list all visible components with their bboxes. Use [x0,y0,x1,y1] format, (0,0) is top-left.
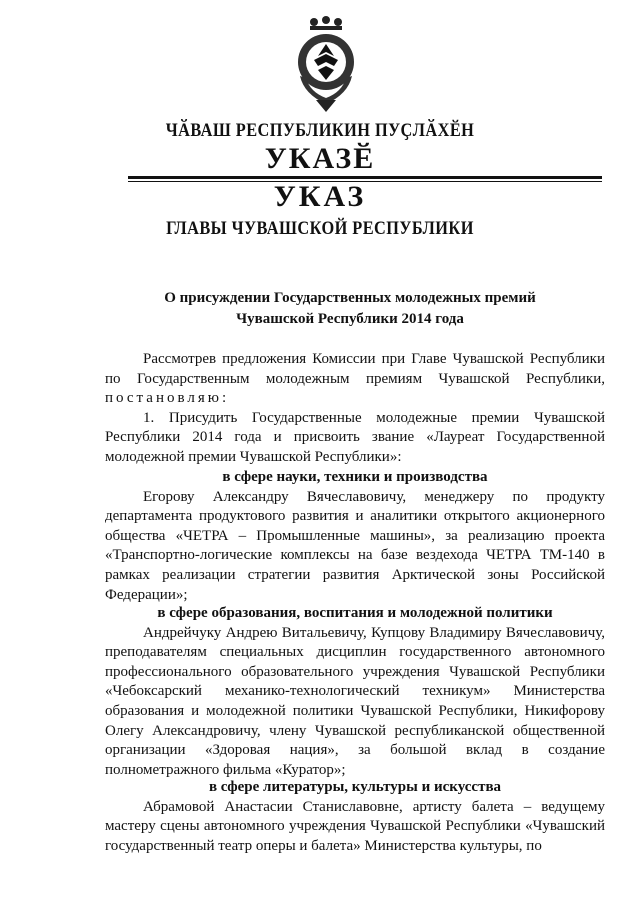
chuvash-ukaze-heading: УКАЗӖ [264,142,376,175]
intro-text: Рассмотрев предложения Комиссии при Главе Чувашской Республики по Государственным молодежным премиям Чувашской Республики, [105,351,605,387]
section-heading: в сфере образования, воспитания и молодежной политики [157,605,553,621]
title-line-2: Чувашской Республики 2014 года [236,311,464,327]
clause-1-paragraph: 1. Присудить Государственные молодежные премии Чувашской Республики 2014 года и присвоить звание «Лауреат Государственной молодежной премии Чувашской Республики»: [105,409,605,465]
title-line-1: О присуждении Государственных молодежных премий [164,290,536,306]
section-text: Егорову Александру Вячеславовичу, менеджеру по продукту департамента продуктового развития и аналитики открытого акционерного общества «ЧЕТРА – Промышленные машины», за реализацию проекта «Транспортно-логические комплексы на базе вездехода ЧЕТРА ТМ-140 в рамках реализации стратегии развития Арктической зоны Российской Федерации»; [105,488,605,603]
intro-paragraph [105,350,605,409]
header-rule-thick [128,176,602,179]
section-culture [105,778,605,856]
document-title [100,288,600,330]
section-heading: в сфере науки, техники и производства [222,469,488,485]
section-text: Абрамовой Анастасии Станиславовне, артисту балета – ведущему мастеру сцены автономного учреждения Чувашской Республики «Чувашский государственный театр оперы и балета» Министерства культуры, по [105,798,605,854]
intro-block [105,350,605,468]
glavy-heading: ГЛАВЫ ЧУВАШСКОЙ РЕСПУБЛИКИ [166,218,474,239]
ukaz-heading: УКАЗ [273,180,367,213]
chuvash-header-line: ЧӐВАШ РЕСПУБЛИКИН ПУҪЛӐХӖН [165,120,475,141]
chuvash-emblem-icon [290,14,362,114]
section-text: Андрейчуку Андрею Витальевичу, Купцову Владимиру Вячеславовичу, преподавателям специальных дисциплин государственного автономного профессионального образовательного учреждения Чувашской Республики «Чебоксарский механико-технологический техникум» Министерства образования и молодежной политики Чувашской Республики, Никифорову Олегу Александровичу, члену Чувашской республиканской общественной организации «Здоровая нация», за большой вклад в создание полнометражного фильма «Куратор»; [105,624,605,778]
postanovlyayu: постановляю: [105,390,230,407]
section-heading: в сфере литературы, культуры и искусства [208,779,502,795]
section-education [105,604,605,780]
section-science [105,468,605,605]
